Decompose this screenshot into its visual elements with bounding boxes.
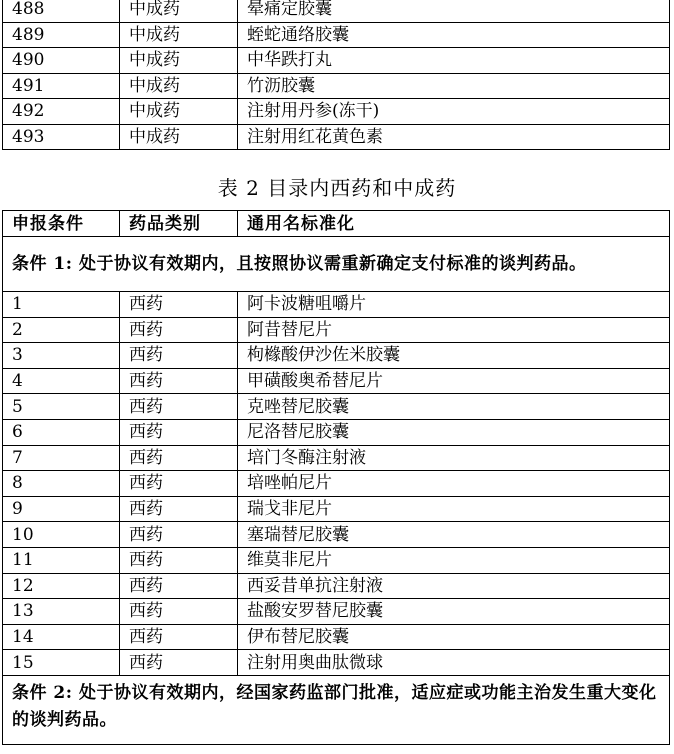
header-condition: 申报条件 bbox=[3, 211, 120, 237]
drug-name: 甲磺酸奥希替尼片 bbox=[238, 368, 670, 394]
row-number: 488 bbox=[3, 0, 120, 22]
row-number: 492 bbox=[3, 99, 120, 125]
drug-name: 尼洛替尼胶囊 bbox=[238, 419, 670, 445]
row-number: 489 bbox=[3, 22, 120, 48]
row-number: 4 bbox=[3, 368, 120, 394]
drug-category: 中成药 bbox=[120, 48, 238, 74]
drug-category: 西药 bbox=[120, 343, 238, 369]
table-row bbox=[3, 394, 670, 420]
row-number: 8 bbox=[3, 471, 120, 497]
row-number: 11 bbox=[3, 547, 120, 573]
table-row bbox=[3, 0, 670, 22]
drug-name: 注射用红花黄色素 bbox=[238, 124, 670, 150]
table-row bbox=[3, 99, 670, 125]
table-row bbox=[3, 73, 670, 99]
table-row bbox=[3, 445, 670, 471]
drug-name: 瑞戈非尼片 bbox=[238, 496, 670, 522]
header-generic-name: 通用名标准化 bbox=[238, 211, 670, 237]
drug-name: 西妥昔单抗注射液 bbox=[238, 573, 670, 599]
drug-name: 伊布替尼胶囊 bbox=[238, 624, 670, 650]
drug-name: 竹沥胶囊 bbox=[238, 73, 670, 99]
row-number: 15 bbox=[3, 650, 120, 676]
drug-name: 蛭蛇通络胶囊 bbox=[238, 22, 670, 48]
drug-name: 注射用丹参(冻干) bbox=[238, 99, 670, 125]
row-number: 9 bbox=[3, 496, 120, 522]
drug-name: 克唑替尼胶囊 bbox=[238, 394, 670, 420]
row-number: 493 bbox=[3, 124, 120, 150]
table-row bbox=[3, 650, 670, 676]
row-number: 12 bbox=[3, 573, 120, 599]
drug-category: 西药 bbox=[120, 573, 238, 599]
row-number: 13 bbox=[3, 599, 120, 625]
drug-name: 注射用奥曲肽微球 bbox=[238, 650, 670, 676]
drug-category: 西药 bbox=[120, 522, 238, 548]
row-number: 7 bbox=[3, 445, 120, 471]
condition-row bbox=[3, 675, 670, 744]
drug-category: 中成药 bbox=[120, 0, 238, 22]
drug-category: 西药 bbox=[120, 624, 238, 650]
table-row bbox=[3, 48, 670, 74]
table-row bbox=[3, 599, 670, 625]
row-number: 5 bbox=[3, 394, 120, 420]
table-row bbox=[3, 292, 670, 318]
header-category: 药品类别 bbox=[120, 211, 238, 237]
drug-name: 枸橼酸伊沙佐米胶囊 bbox=[238, 343, 670, 369]
condition-row bbox=[3, 237, 670, 292]
drug-name: 阿卡波糖咀嚼片 bbox=[238, 292, 670, 318]
drug-name: 塞瑞替尼胶囊 bbox=[238, 522, 670, 548]
table-row bbox=[3, 419, 670, 445]
drug-name: 培唑帕尼片 bbox=[238, 471, 670, 497]
row-number: 10 bbox=[3, 522, 120, 548]
table-row bbox=[3, 547, 670, 573]
drug-name: 阿昔替尼片 bbox=[238, 317, 670, 343]
table-continued bbox=[2, 0, 670, 150]
row-number: 490 bbox=[3, 48, 120, 74]
drug-name: 维莫非尼片 bbox=[238, 547, 670, 573]
drug-category: 西药 bbox=[120, 394, 238, 420]
row-number: 6 bbox=[3, 419, 120, 445]
drug-name: 中华跌打丸 bbox=[238, 48, 670, 74]
condition-1-text: 条件 1: 处于协议有效期内，且按照协议需重新确定支付标准的谈判药品。 bbox=[3, 237, 670, 292]
drug-category: 西药 bbox=[120, 471, 238, 497]
table-row bbox=[3, 573, 670, 599]
row-number: 3 bbox=[3, 343, 120, 369]
table-row bbox=[3, 624, 670, 650]
drug-name: 培门冬酶注射液 bbox=[238, 445, 670, 471]
drug-category: 中成药 bbox=[120, 124, 238, 150]
drug-category: 西药 bbox=[120, 368, 238, 394]
drug-category: 西药 bbox=[120, 292, 238, 318]
row-number: 491 bbox=[3, 73, 120, 99]
table-header-row bbox=[3, 211, 670, 237]
condition-2-text: 条件 2: 处于协议有效期内，经国家药监部门批准，适应症或功能主治发生重大变化的谈判药品。 bbox=[3, 675, 670, 744]
drug-name: 晕痛定胶囊 bbox=[238, 0, 670, 22]
table-row bbox=[3, 496, 670, 522]
drug-category: 西药 bbox=[120, 317, 238, 343]
table-row bbox=[3, 471, 670, 497]
table-row bbox=[3, 124, 670, 150]
table-row bbox=[3, 22, 670, 48]
row-number: 2 bbox=[3, 317, 120, 343]
drug-category: 西药 bbox=[120, 547, 238, 573]
table-row bbox=[3, 522, 670, 548]
drug-category: 中成药 bbox=[120, 73, 238, 99]
drug-name: 盐酸安罗替尼胶囊 bbox=[238, 599, 670, 625]
table-row bbox=[3, 368, 670, 394]
drug-category: 中成药 bbox=[120, 99, 238, 125]
drug-category: 西药 bbox=[120, 419, 238, 445]
table-caption: 表 2 目录内西药和中成药 bbox=[217, 176, 457, 200]
table-row bbox=[3, 343, 670, 369]
row-number: 1 bbox=[3, 292, 120, 318]
drug-category: 西药 bbox=[120, 599, 238, 625]
drug-category: 西药 bbox=[120, 445, 238, 471]
row-number: 14 bbox=[3, 624, 120, 650]
drug-category: 中成药 bbox=[120, 22, 238, 48]
table-row bbox=[3, 317, 670, 343]
drug-category: 西药 bbox=[120, 650, 238, 676]
drug-category: 西药 bbox=[120, 496, 238, 522]
drug-table bbox=[2, 210, 670, 745]
